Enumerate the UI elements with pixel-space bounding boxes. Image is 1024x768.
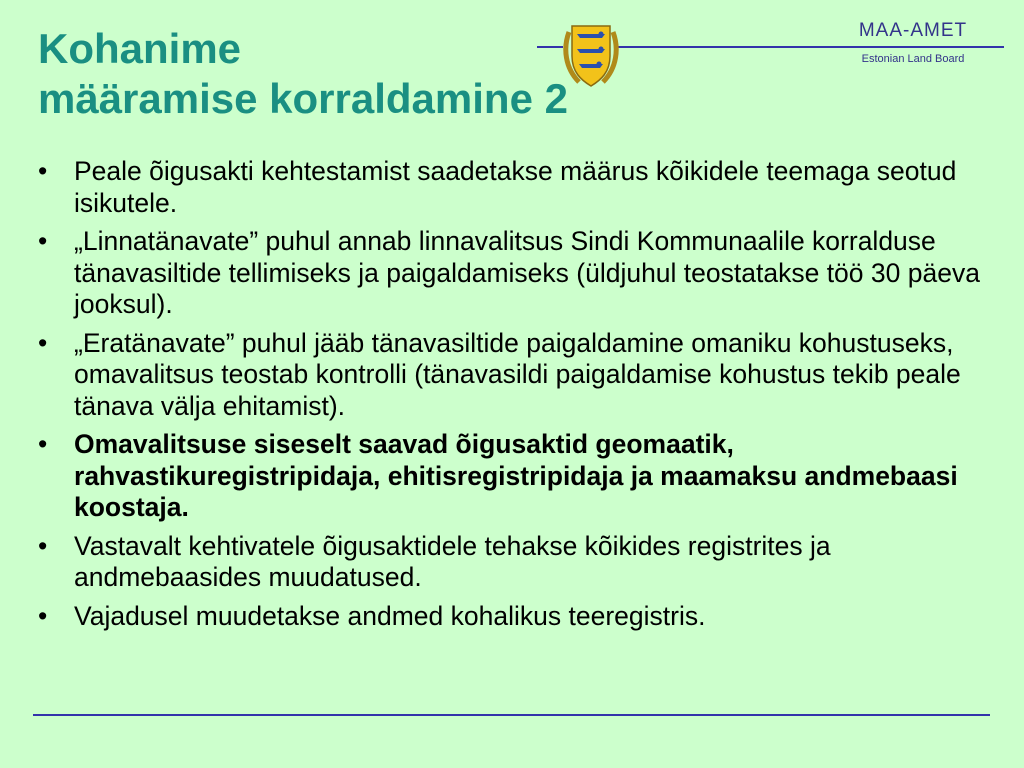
bullet-item [38,226,988,321]
header-rule-left [537,46,563,48]
bullet-text: Omavalitsuse siseselt saavad õigusaktid geomaatik, rahvastikuregistripidaja, ehitisregistripidaja ja maamaksu andmebaasi koostaja. [74,429,958,522]
bullet-marker: • [38,156,48,186]
bullet-item [38,328,988,423]
bullet-marker: • [38,226,48,256]
bullet-text: Vastavalt kehtivatele õigusaktidele tehakse kõikides registrites ja andmebaasides muudatused. [74,530,831,592]
bullet-text: Peale õigusakti kehtestamist saadetakse määrus kõikidele teemaga seotud isikutele. [74,156,957,218]
bullet-item [38,429,988,524]
slide-title [38,24,568,124]
bullet-item [38,601,988,633]
bullet-text: Vajadusel muudetakse andmed kohalikus teeregistris. [74,600,706,631]
logo-name: MAA-AMET [858,20,968,41]
slide-title-line-1: Kohanime [38,25,242,72]
bullet-text: „Linnatänavate” puhul annab linnavalitsus Sindi Kommunaalile korralduse tänavasiltide tellimiseks ja paigaldamiseks (üldjuhul teostatakse töö 30 päeva jooksul). [74,226,980,319]
logo-subtitle: Estonian Land Board [861,53,965,65]
bullet-item [38,156,988,219]
header-rule-right [618,46,1004,48]
bullet-marker: • [38,600,48,631]
bullet-item [38,531,988,594]
bullet-text: „Eratänavate” puhul jääb tänavasiltide paigaldamine omaniku kohustuseks, omavalitsus teostab kontrolli (tänavasildi paigaldamise kohustus tekib peale tänava välja ehitamist). [74,327,961,421]
bullet-marker: • [38,530,48,561]
footer-rule [33,714,990,716]
bullet-list [38,156,988,639]
bullet-marker: • [38,327,48,358]
estonian-coat-of-arms-icon [563,20,619,90]
slide-title-line-2: määramise korraldamine 2 [38,75,568,122]
bullet-marker: • [38,429,48,459]
